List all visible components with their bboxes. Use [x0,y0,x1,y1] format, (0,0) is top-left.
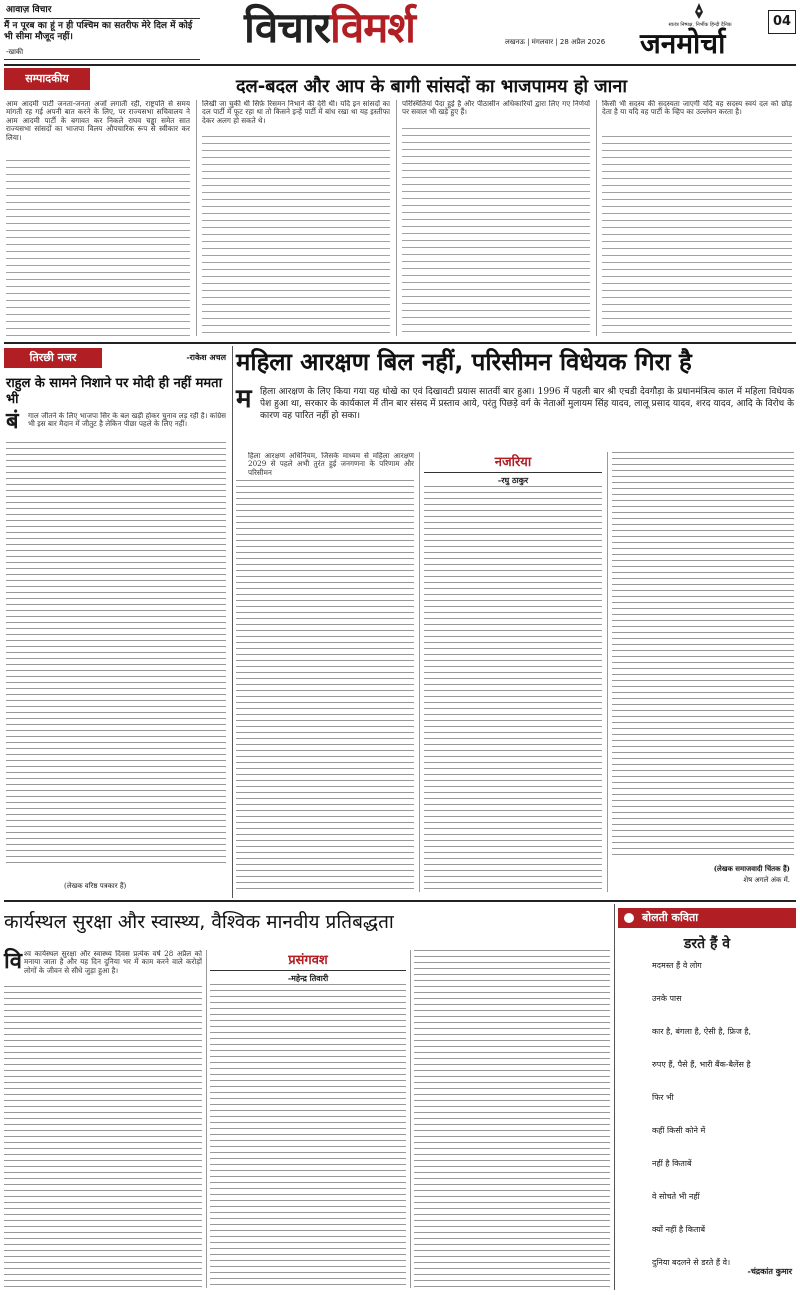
editorial-col-4-start: किसी भी सदस्य की सदस्यता जाएगी यदि वह सदस्य स्वयं दल को छोड़ देता है या यदि वह पार्टी के व्हिप का उल्लंघन करता है। [602,100,792,117]
editorial-col-2 [202,100,390,336]
column-left [4,346,230,898]
bottom-col-1-text [4,986,202,1288]
section-logo-left: विचार [244,3,330,52]
bottom-col-1 [4,950,202,1288]
editorial-lead: आम आदमी पार्टी जनता-जनता अजों लगाती रही, राष्ट्रपति से समय मांगती रह गई अपनी बात करने के लिए, पर राज्यसभा सचिवालय ने आम आदमी पार्टी के बगावत कर निकले राघव चड्ढा समेत सात राज्यसभा सांसदों का भाजपा विलय औपचारिक रूप से स्वीकार कर लिया। [6,100,190,142]
main-story-continued: शेष अगले अंक में. [743,876,790,884]
bottom-story-lead: श्व कार्यस्थल सुरक्षा और स्वास्थ्य दिवस प्रत्येक वर्ष 28 अप्रैल को मनाया जाता है और यह दिन दुनिया भर में काम करने वाले करोड़ों लोगों के जीवन से सीधे जुड़ा हुआ है। [24,950,202,975]
column-left-label: तिरछी नजर [4,348,102,368]
editorial-bottom-rule [4,342,796,344]
editorial-col-2-text [202,136,390,336]
divider [410,950,411,1288]
divider [419,452,420,892]
editorial-col-1-text [6,160,190,336]
dateline: लखनऊ | मंगलवार | 28 अप्रैल 2026 [505,38,606,46]
brand-name: जनमोर्चा [640,27,726,60]
editorial-col-1 [6,100,190,336]
poem-label [618,908,796,928]
divider [396,100,397,336]
poem-line: कार है, बंगला है, ऐसी है, फ्रिज है, [652,1027,752,1036]
poem-line: क्यों नहीं है किताबें [652,1225,706,1234]
editorial-col-3-start: परिस्थितियां पैदा हुई है और पीठासीन अधिकारियों द्वारा लिए गए निर्णयों पर सवाल भी खड़े हुए हैं। [402,100,590,117]
section-logo [244,4,415,52]
main-col-1 [236,452,414,892]
poem-line: दुनिया बदलने से डरते हैं वे। [652,1258,731,1267]
brand-tagline: स्वतंत्र निष्पक्ष, निर्भीक हिन्दी दैनिक [668,22,732,28]
masthead [0,0,800,66]
opinion-author: -रघु ठाकुर [497,475,529,485]
paper-name: आवाज़ विचार [6,5,52,15]
poem-line: फिर भी [652,1093,674,1102]
poem-title: डरते हैं वे [683,936,731,952]
main-col-2 [424,452,602,892]
main-col-2-text [424,486,602,892]
main-col-1-text [236,480,414,892]
masthead-rule [4,64,796,66]
bottom-section-label: प्रसंगवश [210,950,406,971]
editorial-col-4 [602,100,792,336]
bottom-col-3-text [414,950,610,1288]
bottom-col-2-text [210,984,406,1288]
poem [618,904,796,1290]
poem-author: -चंद्रकांत कुमार [747,1266,792,1276]
column-left-lead: गाल जीतने के लिए भाजपा सिर के बल खड़ी होकर चुनाव लड़ रही है। कांग्रेस भी इस बार मैदान में जीतुट है लेकिन पीछा पहले के लिए नहीं। [28,412,226,429]
divider [196,100,197,336]
divider [206,950,207,1288]
section-logo-right: विमर्श [329,3,415,52]
column-left-author: -राकेश अचल [186,352,226,362]
divider [614,904,615,1290]
editorial-headline: दल-बदल और आप के बागी सांसदों का भाजपामय हो जाना [236,76,627,97]
editorial-col-4-text [602,136,792,336]
poem-lines [652,960,794,1268]
bottom-story-headline: कार्यस्थल सुरक्षा और स्वास्थ्य, वैश्विक मानवीय प्रतिबद्धता [4,911,394,933]
opinion-label: नजरिया [424,452,602,473]
poem-line: कहीं किसी कोने में [652,1126,706,1135]
poem-line: रुपए हैं, पैसे हैं, भारी बैंक-बैलेंस है [652,1060,751,1069]
poem-label-text: बोलती कविता [642,911,699,924]
main-col-3-text [612,452,794,858]
column-left-footer: (लेखक वरिष्ठ पत्रकार हैं) [64,882,127,890]
poem-line: नहीं है किताबें [652,1159,692,1168]
column-left-body [6,442,226,866]
main-story-dropcap: म [236,384,252,414]
main-story-lead: हिला आरक्षण के लिए किया गया यह धोखे का एवं दिखावटी प्रयास सातवीं बार हुआ। 1996 में पहली बार श्री एचडी देवगौड़ा के प्रधानमंत्रित्व काल में महिला विधेयक पेश हुआ था, सरकार के कार्यकाल में तीन बार संसद में प्रस्ताव आये, परंतु पिछड़े वर्ग के नेताओं मुलायम सिंह यादव, लालू प्रसाद यादव, शरद यादव, आदि के विरोध के कारण वह पारित नहीं हो सका। [260,387,794,421]
editorial-col-2-start: लिखी जा चुकी थी सिर्फ़ रिसमन निभाने की देरी थी। यदि इन सांसदों का दल पार्टी में फूट रहा था तो किसने इन्हें पार्टी में बांध रखा था यह इस्तीफा देकर अलग हो सकते थे। [202,100,390,125]
brand-block [640,2,760,64]
divider [607,452,608,892]
main-story-body-start: हिला आरक्षण अधिनियम, जिसके माध्यम से महिला आरक्षण 2029 से पहले अभी तुरंत हुई जनगणना के परिणाम और परिसीमन [248,452,414,477]
bottom-story-author: -महेन्द्र तिवारी [287,973,329,983]
poem-line: वे सोचते भी नहीं [652,1192,700,1201]
bottom-story-dropcap: वि [4,948,22,974]
poem-line: मदमस्त हैं वे लोग [652,961,702,970]
masthead-quote-author: -खाकी [6,48,24,56]
column-left-dropcap: बं [6,408,19,434]
main-story-footer: (लेखक समाजवादी चिंतक हैं) [713,864,790,873]
masthead-quote-box [4,18,200,60]
divider [596,100,597,336]
editorial-col-3 [402,100,590,336]
bottom-col-2 [210,950,406,1288]
speaker-icon [624,913,634,923]
middle-bottom-rule [4,900,796,902]
main-col-3 [612,452,794,892]
divider [232,346,233,898]
pen-icon [690,2,708,20]
main-story-headline: महिला आरक्षण बिल नहीं, परिसीमन विधेयक गिरा है [236,348,692,376]
main-story [236,346,796,898]
bottom-story [4,904,610,1290]
editorial-section-label: सम्पादकीय [4,68,90,90]
page-number: 04 [768,10,796,34]
poem-line: उनके पास [652,994,682,1003]
bottom-col-3 [414,950,610,1288]
masthead-quote: मैं न पूरब का हूं न ही पश्चिम का सतरीफ मेरे दिल में कोई भी सीमा मौजूद नहीं। [4,21,193,42]
column-left-headline: राहुल के सामने निशाने पर मोदी ही नहीं ममता भी [6,376,222,407]
editorial-col-3-text [402,128,590,336]
